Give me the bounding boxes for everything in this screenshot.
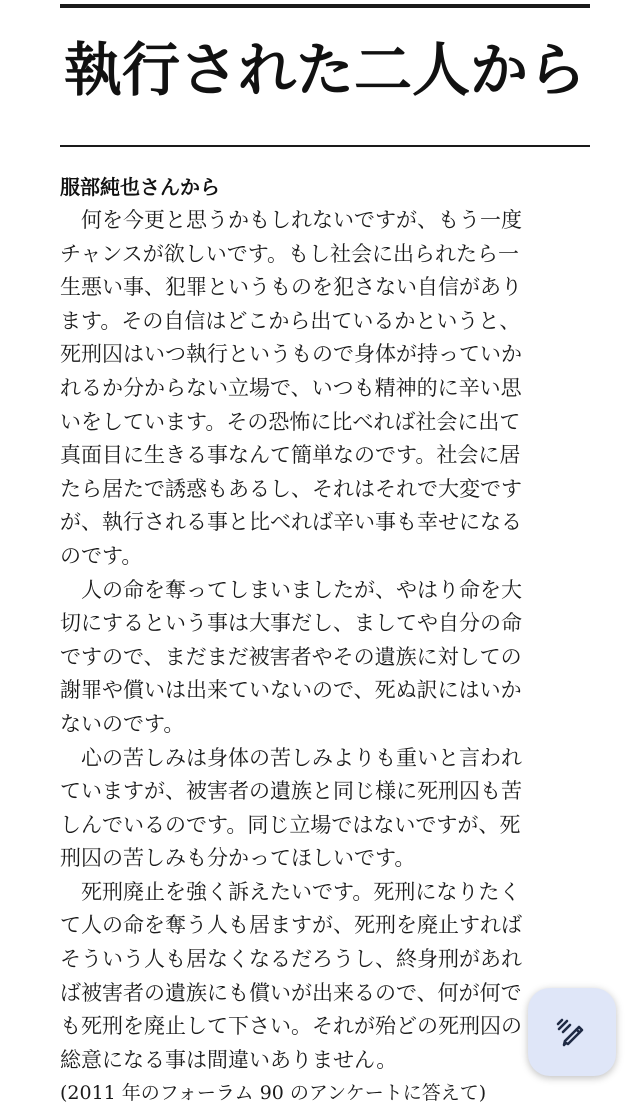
text-line: 死刑囚はいつ執行というもので身体が持っていか [60,342,522,367]
source-footnote: (2011 年のフォーラム 90 のアンケートに答えて) [60,1082,487,1105]
top-rule [60,4,590,8]
edit-floating-button[interactable] [528,988,616,1076]
text-line: ば被害者の遺族にも償いが出来るので、何が何で [60,980,522,1005]
text-line: 切にするという事は大事だし、ましてや自分の命 [60,611,522,636]
text-line: 刑囚の苦しみも分かってほしいです。 [60,846,416,871]
text-line: 心の苦しみは身体の苦しみよりも重いと言われ [60,745,522,770]
text-line: ですので、まだまだ被害者やその遺族に対しての [60,644,522,669]
text-line: 死刑廃止を強く訴えたいです。死刑になりたく [60,879,521,904]
text-line: 生悪い事、犯罪というものを犯さない自信があり [60,275,522,300]
text-line: れるか分からない立場で、いつも精神的に辛い思 [60,375,522,400]
text-line: 総意になる事は間違いありません。 [60,1047,398,1072]
text-line: も死刑を廃止して下さい。それが殆どの死刑囚の [60,1014,522,1039]
text-line: のです。 [60,543,143,568]
text-line: て人の命を奪う人も居ますが、死刑を廃止すれば [60,913,522,938]
text-line: いをしています。その恐怖に比べれば社会に出て [60,409,521,434]
text-line: しんでいるのです。同じ立場ではないですが、死 [60,812,521,837]
text-line: そういう人も居なくなるだろうし、終身刑があれ [60,947,522,972]
title-divider [60,145,590,147]
text-line: 謝罪や償いは出来ていないので、死ぬ訳にはいか [60,678,522,703]
text-line: 人の命を奪ってしまいましたが、やはり命を大 [60,577,522,602]
text-line: ます。その自信はどこから出ているかというと、 [60,308,521,333]
text-line: チャンスが欲しいです。もし社会に出られたら一 [60,241,520,266]
section-heading: 服部純也さんから [60,175,220,199]
text-line: が、執行される事と比べれば辛い事も幸せになる [60,510,522,535]
page-title: 執行された二人から [63,36,586,104]
article-body [60,172,600,1111]
text-line: 何を今更と思うかもしれないですが、もう一度 [60,208,522,232]
text-line: ないのです。 [60,711,185,736]
text-line: たら居たで誘惑もあるし、それはそれで大変です [60,476,522,501]
text-line: 真面目に生きる事なんて簡単なのです。社会に居 [60,443,521,468]
text-line: ていますが、被害者の遺族と同じ様に死刑囚も苦 [60,779,522,804]
pencil-sparkle-icon [555,1015,589,1049]
